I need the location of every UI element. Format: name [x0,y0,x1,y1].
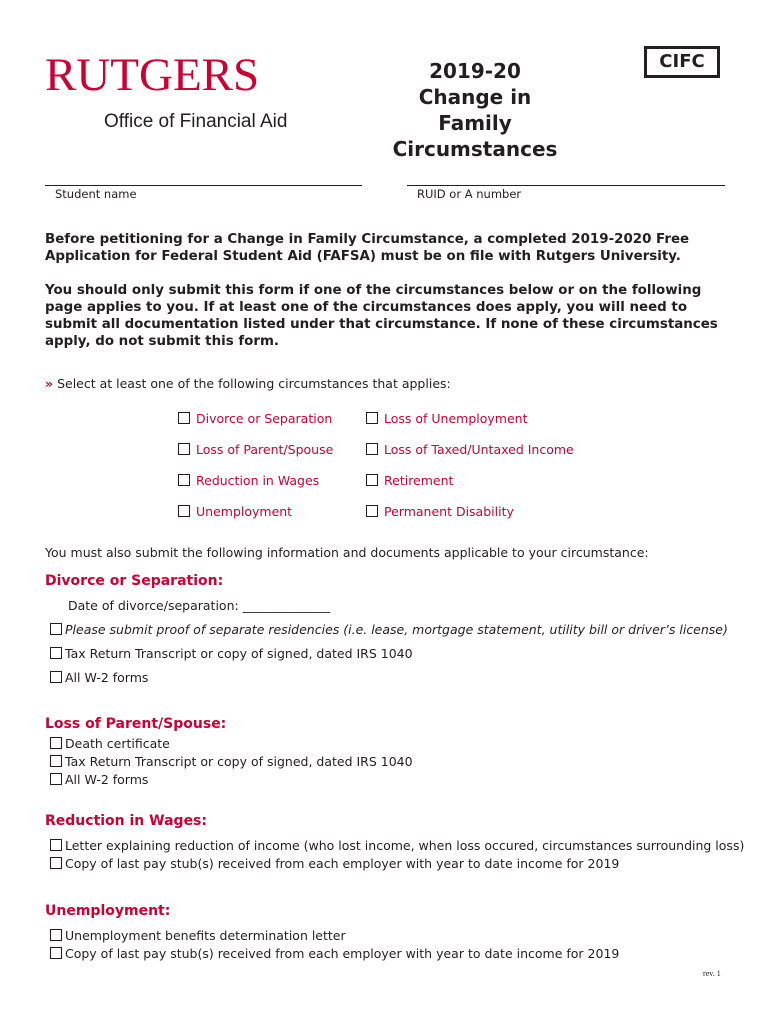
option-loss-income[interactable] [366,442,574,457]
divorce-date-field[interactable]: Date of divorce/separation: ______________ [68,598,331,613]
form-code-box: CIFC [644,46,720,78]
intro-paragraph-2: You should only submit this form if one of the circumstances below or on the following page applies to you. If at least one of the circumstances does apply, you will need to submit all documentation listed under that circumstance. If none of these circumstances apply, do not submit this form. [45,283,718,349]
item-label: Please submit proof of separate residencies (i.e. lease, mortgage statement, utility bill or driver’s license) [65,622,728,637]
checkbox[interactable] [50,839,62,851]
title-line-year: 2019-20 [429,59,521,83]
checkbox[interactable] [366,412,378,424]
section-heading-divorce: Divorce or Separation: [45,573,224,589]
option-reduction-wages[interactable] [178,473,319,488]
loss-parent-item-1[interactable] [50,736,170,751]
checkbox[interactable] [178,443,190,455]
option-unemployment[interactable] [178,504,292,519]
reduction-item-1[interactable] [50,838,744,853]
unemployment-item-2[interactable] [50,946,619,961]
checkbox[interactable] [50,671,62,683]
section-heading-loss-parent: Loss of Parent/Spouse: [45,716,227,732]
ruid-field[interactable] [407,185,725,186]
checkbox[interactable] [178,474,190,486]
student-name-field[interactable] [45,185,362,186]
option-label: Loss of Taxed/Untaxed Income [384,442,574,457]
option-loss-unemployment[interactable] [366,411,528,426]
section-heading-unemployment: Unemployment: [45,903,171,919]
divorce-item-1[interactable] [50,622,728,637]
option-label: Loss of Unemployment [384,411,528,426]
item-label: Copy of last pay stub(s) received from each employer with year to date income for 2019 [65,946,620,961]
reduction-item-2[interactable] [50,856,619,871]
section-heading-reduction: Reduction in Wages: [45,813,207,829]
loss-parent-item-2[interactable] [50,754,413,769]
divorce-item-2[interactable] [50,646,413,661]
checkbox[interactable] [366,474,378,486]
select-prompt [45,376,451,391]
title-line-1: Change in Family [418,85,532,135]
option-label: Unemployment [196,504,293,519]
item-label: Copy of last pay stub(s) received from each employer with year to date income for 2019 [65,856,620,871]
option-label: Reduction in Wages [196,473,320,488]
option-label: Loss of Parent/Spouse [196,442,334,457]
checkbox[interactable] [178,505,190,517]
revision-note: rev. 1 [703,969,721,978]
checkbox[interactable] [50,755,62,767]
checkbox[interactable] [50,737,62,749]
documents-intro: You must also submit the following information and documents applicable to your circumstance: [45,545,649,560]
student-name-label: Student name [55,187,137,201]
rutgers-logo: RUTGERS [45,49,260,101]
prompt-marker: » [45,376,54,391]
item-label: Unemployment benefits determination letter [65,928,346,943]
loss-parent-item-3[interactable] [50,772,148,787]
intro-paragraph-1: Before petitioning for a Change in Family Circumstance, a completed 2019-2020 Free Application for Federal Student Aid (FAFSA) must be on file with Rutgers University. [45,232,690,264]
divorce-item-3[interactable] [50,670,148,685]
item-label: Death certificate [65,736,170,751]
unemployment-item-1[interactable] [50,928,346,943]
option-divorce[interactable] [178,411,332,426]
checkbox[interactable] [50,773,62,785]
item-label: Letter explaining reduction of income (who lost income, when loss occured, circumstances surrounding loss) [65,838,745,853]
checkbox[interactable] [366,505,378,517]
option-disability[interactable] [366,504,514,519]
checkbox[interactable] [50,947,62,959]
prompt-text: Select at least one of the following circumstances that applies: [57,376,451,391]
option-label: Permanent Disability [384,504,514,519]
item-label: Tax Return Transcript or copy of signed, dated IRS 1040 [65,646,413,661]
item-label: All W-2 forms [65,772,149,787]
checkbox[interactable] [50,929,62,941]
checkbox[interactable] [178,412,190,424]
title-line-2: Circumstances [392,137,558,161]
option-label: Divorce or Separation [196,411,333,426]
checkbox[interactable] [50,647,62,659]
item-label: All W-2 forms [65,670,149,685]
option-label: Retirement [384,473,454,488]
ruid-label: RUID or A number [417,187,522,201]
checkbox[interactable] [50,857,62,869]
option-retirement[interactable] [366,473,453,488]
form-title [380,58,570,162]
checkbox[interactable] [366,443,378,455]
item-label: Tax Return Transcript or copy of signed, dated IRS 1040 [65,754,413,769]
office-name: Office of Financial Aid [104,111,288,132]
option-loss-parent[interactable] [178,442,333,457]
checkbox[interactable] [50,623,62,635]
